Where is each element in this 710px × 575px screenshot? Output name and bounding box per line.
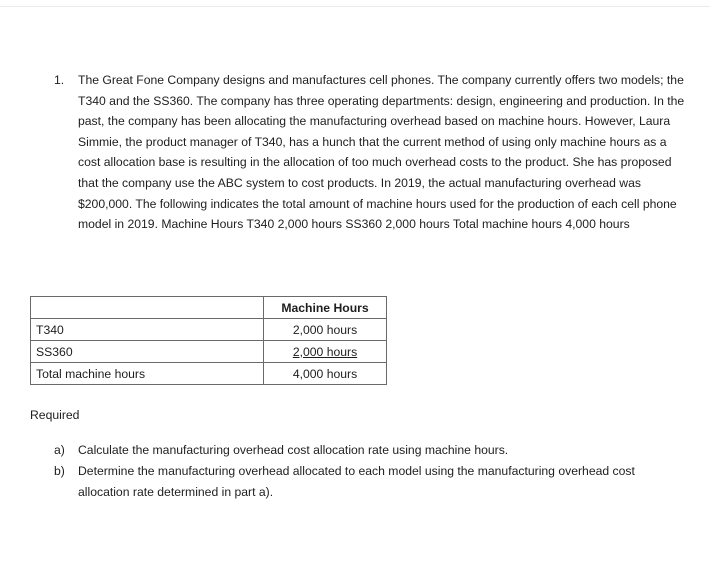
table-header-row: [31, 297, 387, 319]
top-divider: [0, 6, 710, 7]
required-heading: Required: [30, 408, 80, 422]
required-item-marker: a): [54, 443, 65, 457]
question-block: [54, 70, 694, 235]
table-header-machine-hours: Machine Hours: [264, 297, 387, 319]
table-row-value: 2,000 hours: [264, 319, 387, 341]
required-item-b: [54, 461, 694, 502]
table-row-label: T340: [31, 319, 264, 341]
table-row-value: [264, 341, 387, 363]
table-header-empty-cell: [31, 297, 264, 319]
table-row-label: Total machine hours: [31, 363, 264, 385]
table-row-label: SS360: [31, 341, 264, 363]
table-row: [31, 363, 387, 385]
table-row-value: 4,000 hours: [264, 363, 387, 385]
required-item-a: [54, 440, 694, 461]
table-row: [31, 341, 387, 363]
question-number: 1.: [54, 73, 65, 87]
question-text: The Great Fone Company designs and manufactures cell phones. The company currently offers two models; the T340 and the SS360. The company has three operating departments: design, engineering and production. In the past, the company has been allocating the manufacturing overhead based on machine hours. However, Laura Simmie, the product manager of T340, has a hunch that the current method of using only machine hours as a cost allocation base is resulting in the allocation of too much overhead costs to the product. She has proposed that the company use the ABC system to cost products. In 2019, the actual manufacturing overhead was $200,000. The following indicates the total amount of machine hours used for the production of each cell phone model in 2019. Machine Hours T340 2,000 hours SS360 2,000 hours Total machine hours 4,000 hours: [78, 73, 685, 232]
machine-hours-table: [30, 296, 387, 385]
required-item-text: Calculate the manufacturing overhead cost allocation rate using machine hours.: [78, 443, 509, 457]
required-item-text: Determine the manufacturing overhead allocated to each model using the manufacturing overhead cost allocation rate determined in part a).: [78, 464, 635, 499]
table-row: [31, 319, 387, 341]
underlined-value: 2,000 hours: [292, 344, 358, 359]
required-item-marker: b): [54, 464, 65, 478]
